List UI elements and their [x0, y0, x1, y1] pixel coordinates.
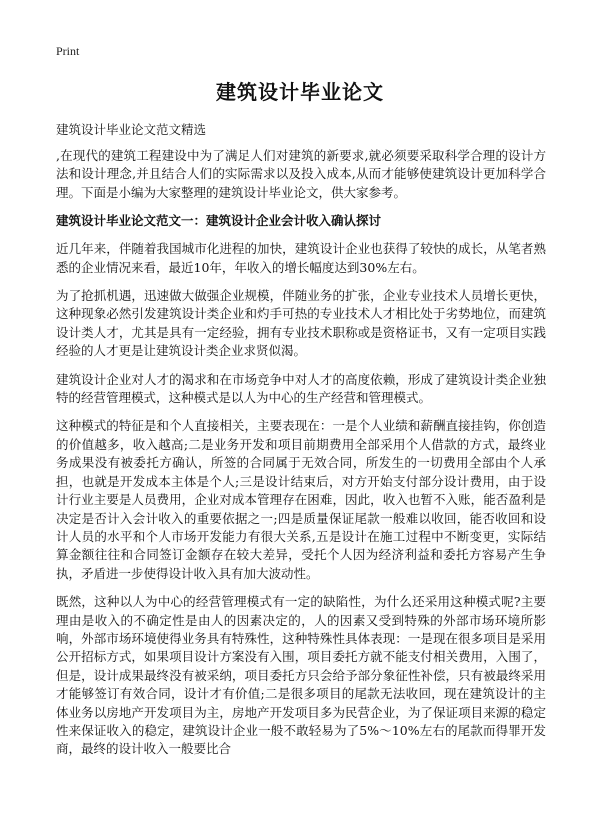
document-body — [56, 147, 546, 769]
intro-paragraph: ,在现代的建筑工程建设中为了满足人们对建筑的新要求,就必须要采取科学合理的设计方法和设计理念,并且结合人们的实际需求以及投入成本,从而才能够使建筑设计更加科学合理。下面是小编为大家整理的建筑设计毕业论文，供大家参考。 — [56, 148, 546, 200]
document-subtitle: 建筑设计毕业论文范文精选 — [56, 122, 207, 137]
document-title: 建筑设计毕业论文 — [216, 80, 384, 104]
body-paragraph-3: 建筑设计企业对人才的渴求和在市场竞争中对人才的高度依赖，形成了建筑设计类企业独特的经营管理模式，这种模式是以人为中心的生产经营和管理模式。 — [56, 371, 546, 406]
body-paragraph-5: 既然，这种以人为中心的经营管理模式有一定的缺陷性，为什么还采用这种模式呢?主要理由是收入的不确定性是由人的因素决定的，人的因素又受到特殊的外部市场环境所影响，外部市场环境使得业务具有特殊性，这种特殊性具体表现：一是现在很多项目是采用公开招标方式，如果项目设计方案没有入围，项目委托方就不能支付相关费用，入围了，但是，设计成果最终没有被采纳，项目委托方只会给予部分象征性补偿，只有被最终采用才能够签订有效合同，设计才有价值;二是很多项目的尾款无法收回，现在建筑设计的主体业务以房地产开发项目为主，房地产开发项目多为民营企业，为了保证项目来源的稳定性来保证收入的稳定，建筑设计企业一般不敢轻易为了5%～10%左右的尾款而得罪开发商，最终的设计收入一般要比合 — [56, 594, 546, 757]
body-paragraph-2: 为了抢抓机遇，迅速做大做强企业规模，伴随业务的扩张，企业专业技术人员增长更快，这种现象必然引发建筑设计类企业和灼手可热的专业技术人才相比处于劣势地位，而建筑设计类人才，尤其是具有一定经验，拥有专业技术职称或是资格证书，又有一定项目实践经验的人才更是让建筑设计类企业求贤似渴。 — [56, 288, 546, 359]
body-paragraph-1: 近几年来，伴随着我国城市化进程的加快，建筑设计企业也获得了较快的成长，从笔者熟悉的企业情况来看，最近10年，年收入的增长幅度达到30%左右。 — [56, 241, 546, 275]
print-label[interactable]: Print — [56, 44, 80, 58]
body-paragraph-4: 这种模式的特征是和个人直接相关，主要表现在：一是个人业绩和薪酬直接挂钩，你创造的价值越多，收入越高;二是业务开发和项目前期费用全部采用个人借款的方式，最终业务成果没有被委托方确认，所签的合同属于无效合同，所发生的一切费用全部由个人承担，也就是开发成本主体是个人;三是设计结束后，对方开始支付部分设计费用，由于设计行业主要是人员费用，企业对成本管理存在困难，因此，收入也暂不入账，能否盈利是决定是否计入会计收入的重要依据之一;四是质量保证尾款一般难以收回，能否收回和设计人员的水平和个人市场开发能力有很大关系,五是设计在施工过程中不断变更，实际结算金额往往和合同签订金额存在较大差异，受托个人因为经济利益和委托方容易产生争执，矛盾进一步使得设计收入具有加大波动性。 — [56, 418, 546, 581]
section-heading: 建筑设计毕业论文范文一：建筑设计企业会计收入确认探讨 — [56, 213, 382, 229]
